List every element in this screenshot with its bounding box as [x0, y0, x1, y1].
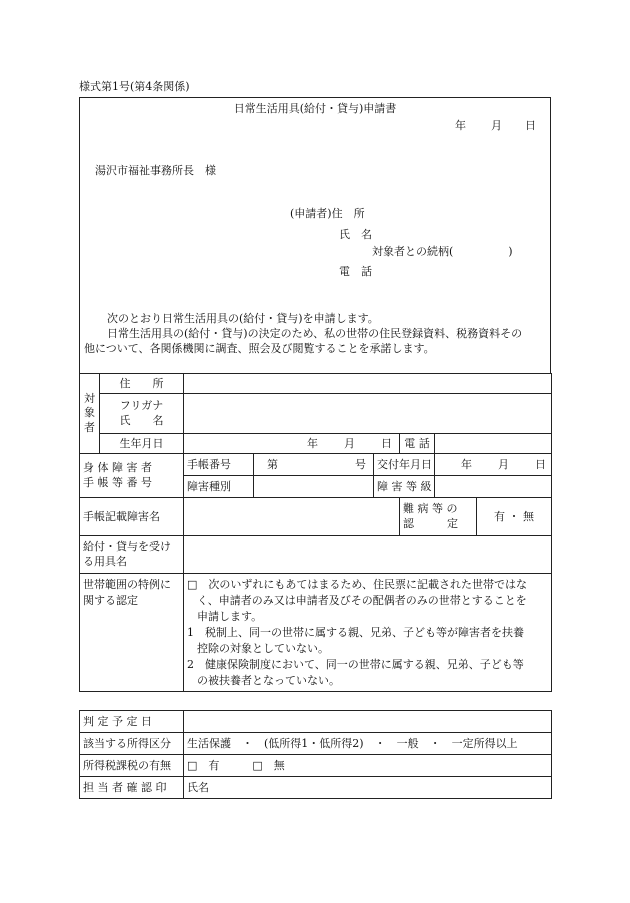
- special-text-6: 2 健康保険制度において、同一の世帯に属する親、兄弟、子ども等: [187, 657, 524, 671]
- issue-date-label: 交付年月日: [374, 454, 435, 476]
- disability-grade-field[interactable]: [435, 476, 552, 498]
- subject-info-table: [79, 373, 552, 692]
- income-class-label: 該当する所得区分: [80, 733, 184, 755]
- disability-label-2: 手 帳 等 番 号: [83, 475, 152, 489]
- special-text-4: 1 税制上、同一の世帯に属する親、兄弟、子ども等が障害者を扶養: [187, 625, 524, 639]
- equipment-label-cell: [80, 536, 184, 574]
- disability-grade-label: 障 害 等 級: [374, 476, 435, 498]
- book-number-label: 手帳番号: [184, 454, 254, 476]
- number-dai-label: 第: [267, 457, 278, 471]
- special-label-1: 世帯範囲の特例に: [83, 578, 171, 591]
- birth-date-field[interactable]: [184, 434, 400, 454]
- issue-year-label: 年: [461, 457, 472, 471]
- special-text-7: の被扶養者となっていない。: [197, 673, 340, 687]
- subject-char-3: 者: [84, 420, 95, 434]
- subject-name-label: 氏 名: [119, 413, 164, 427]
- birth-date-label: 生年月日: [100, 434, 184, 454]
- book-disability-name-label: 手帳記載障害名: [80, 498, 184, 536]
- special-text-2: く、申請者のみ又は申請者及びその配偶者のみの世帯とすることを: [197, 593, 527, 607]
- issue-date-field[interactable]: [435, 454, 552, 476]
- birth-year-label: 年: [307, 436, 318, 450]
- applicant-relation-label: 対象者との続柄( ): [372, 245, 513, 258]
- subject-address-label: 住 所: [100, 374, 184, 394]
- special-text-3: 申請します。: [197, 609, 263, 623]
- furigana-label: フリガナ: [119, 399, 164, 413]
- intractable-value[interactable]: 有 ・ 無: [477, 498, 552, 536]
- addressee: 湯沢市福祉事務所長 様: [95, 164, 216, 177]
- special-household-label-cell: [80, 574, 184, 692]
- tax-label: 所得税課税の有無: [80, 755, 184, 777]
- judgment-date-field[interactable]: [184, 711, 552, 733]
- subject-label-cell: [80, 374, 100, 454]
- subject-phone-field[interactable]: [435, 434, 552, 454]
- special-household-text-cell: [184, 574, 552, 692]
- special-checkbox-text-1[interactable]: □ 次のいずれにもあてはまるため、住民票に記載された世帯ではな: [187, 578, 527, 591]
- applicant-address-label: (申請者)住 所: [290, 207, 365, 220]
- issue-day-label: 日: [535, 457, 546, 471]
- disability-type-field[interactable]: [254, 476, 374, 498]
- number-go-label: 号: [355, 457, 366, 471]
- equipment-label-2: る用具名: [83, 554, 127, 568]
- book-disability-name-field[interactable]: [184, 498, 400, 536]
- subject-name-label-cell: [100, 394, 184, 434]
- income-class-value[interactable]: 生活保護 ・ (低所得1・低所得2) ・ 一般 ・ 一定所得以上: [184, 733, 552, 755]
- form-number: 様式第1号(第4条関係): [79, 80, 190, 93]
- application-header-box: [79, 97, 551, 373]
- date-year-label: 年: [455, 119, 466, 132]
- intractable-label-2: 認 定: [403, 516, 458, 530]
- subject-phone-label: 電 話: [400, 434, 435, 454]
- book-number-field[interactable]: [254, 454, 374, 476]
- statement-line-3: 他について、各関係機関に調査、照会及び閲覧することを承諾します。: [84, 342, 435, 355]
- equipment-name-field[interactable]: [184, 536, 552, 574]
- subject-char-2: 象: [84, 406, 95, 420]
- special-text-5: 控除の対象としていない。: [197, 641, 329, 655]
- date-month-label: 月: [491, 119, 502, 132]
- intractable-label-cell: [400, 498, 477, 536]
- applicant-name-label: 氏 名: [339, 228, 372, 241]
- confirm-value[interactable]: 氏名: [184, 777, 552, 799]
- judgment-date-label: 判 定 予 定 日: [80, 711, 184, 733]
- subject-char-1: 対: [84, 392, 95, 406]
- subject-address-field[interactable]: [184, 374, 552, 394]
- form-title: 日常生活用具(給付・貸与)申請書: [233, 102, 397, 115]
- issue-month-label: 月: [498, 457, 509, 471]
- birth-month-label: 月: [344, 436, 355, 450]
- birth-day-label: 日: [381, 436, 392, 450]
- subject-name-field[interactable]: [184, 394, 552, 434]
- confirm-label: 担 当 者 確 認 印: [80, 777, 184, 799]
- equipment-label-1: 給付・貸与を受け: [83, 539, 171, 553]
- disability-label-1: 身 体 障 害 者: [83, 461, 152, 475]
- tax-value[interactable]: □ 有 □ 無: [184, 755, 552, 777]
- date-day-label: 日: [525, 119, 536, 132]
- intractable-label-1: 難 病 等 の: [403, 502, 458, 516]
- statement-line-1: 次のとおり日常生活用具の(給付・貸与)を申請します。: [107, 312, 379, 325]
- disability-type-label: 障害種別: [184, 476, 254, 498]
- applicant-phone-label: 電 話: [339, 265, 372, 278]
- office-use-table: [79, 710, 552, 799]
- disability-certificate-label-cell: [80, 454, 184, 498]
- special-label-2: 関する認定: [83, 593, 138, 607]
- statement-line-2: 日常生活用具の(給付・貸与)の決定のため、私の世帯の住民登録資料、税務資料その: [107, 327, 523, 340]
